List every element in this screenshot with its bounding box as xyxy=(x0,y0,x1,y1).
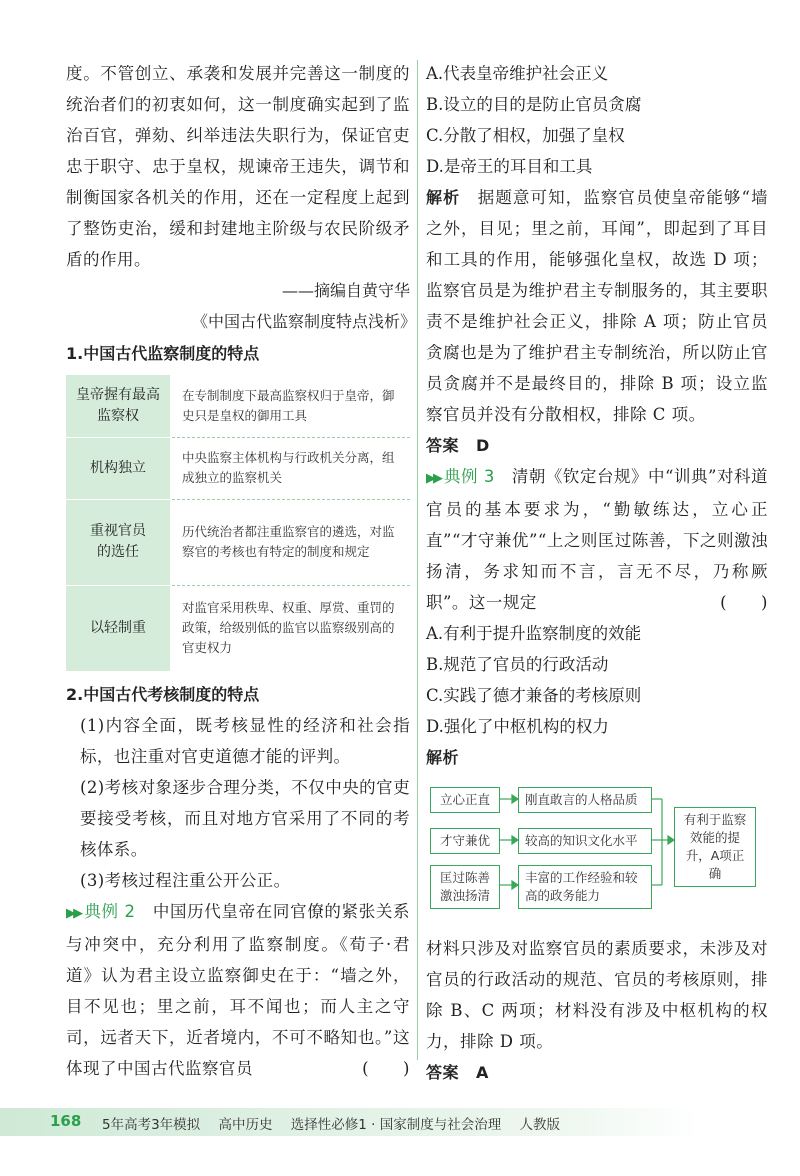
answer2 xyxy=(426,430,768,461)
feature-key: 以轻制重 xyxy=(66,585,171,671)
analysis3-text: 材料只涉及对监察官员的素质要求，未涉及对官员的行政活动的规范、官员的考核原则，排除 B、C 两项；材料没有涉及中枢机构的权力，排除 D 项。 xyxy=(426,939,768,1051)
page-number: 168 xyxy=(50,1112,82,1130)
option-c: C.分散了相权，加强了皇权 xyxy=(426,126,625,145)
feature-key: 机构独立 xyxy=(66,437,171,499)
option-b: B.设立的目的是防止官员贪腐 xyxy=(426,95,642,114)
double-chevron-icon: ▶▶ xyxy=(426,471,441,486)
flow-box-mid-3: 丰富的工作经验和较高的政务能力 xyxy=(518,865,652,909)
analysis-label: 解析 xyxy=(426,188,461,207)
point-2: (2)考核对象逐步合理分类，不仅中央的官吏要接受考核，而且对地方官采用了不同的考核体系。 xyxy=(80,777,410,859)
example3-label: 典例 3 xyxy=(444,467,495,486)
feature-value: 中央监察主体机构与行政机关分离，组成独立的监察机关 xyxy=(171,437,410,499)
answer-paren: ( ) xyxy=(362,1058,410,1078)
option-a: A.有利于提升监察制度的效能 xyxy=(426,624,642,643)
table-row xyxy=(66,499,410,585)
answer3 xyxy=(426,1057,768,1088)
intro-paragraph: 度。不管创立、承袭和发展并完善这一制度的统治者们的初衷如何，这一制度确实起到了监治百官，弹劾、纠举违法失职行为，保证官吏忠于职守、忠于皇权，规谏帝王违失，调节和制衡国家各机关的作用，还在一定程度上起到了整饬吏治，缓和封建地主阶级与农民阶级矛盾的作用。 xyxy=(66,64,410,269)
footer-text xyxy=(102,1113,574,1133)
table-row xyxy=(66,437,410,499)
answer3-value: A xyxy=(476,1063,489,1082)
source-title: 《中国古代监察制度特点浅析》 xyxy=(191,312,416,331)
subject: 高中历史 xyxy=(218,1117,273,1133)
feature-value: 在专制制度下最高监察权归于皇帝，御史只是皇权的御用工具 xyxy=(171,375,410,437)
option-a: A.代表皇帝维护社会正义 xyxy=(426,64,609,83)
volume: 选择性必修1 · 国家制度与社会治理 xyxy=(290,1117,502,1133)
feature-key: 重视官员的选任 xyxy=(66,499,171,585)
analysis2-text: 据题意可知，监察官员使皇帝能够“墙之外，目见；里之前，耳闻”，即起到了耳目和工具的作用，能够强化皇权，故选 D 项；监察官员是为维护君主专制服务的，其主要职责不是维护社会正义，排除 A 项；防止官员贪腐也是为了维护君主专制统治，所以防止官员贪腐并不是最终目的，排除 B 项；设立监察官员并没有分散相权，排除 C 项。 xyxy=(426,188,769,424)
book-title: 5年高考3年模拟 xyxy=(102,1117,201,1133)
column-divider xyxy=(417,60,418,1060)
analysis-flowchart xyxy=(426,779,768,929)
flow-box-result: 有利于监察效能的提升，A项正确 xyxy=(674,807,756,887)
double-chevron-icon: ▶▶ xyxy=(66,905,81,921)
table-row xyxy=(66,375,410,437)
answer-paren: ( ) xyxy=(720,593,768,612)
analysis3-label-line xyxy=(426,742,768,773)
point-1: (1)内容全面，既考核显性的经济和社会指标，也注重对官吏道德才能的评判。 xyxy=(80,715,410,766)
feature-key: 皇帝握有最高监察权 xyxy=(66,375,171,437)
option-d: D.强化了中枢机构的权力 xyxy=(426,717,609,736)
flow-box-mid-2: 较高的知识文化水平 xyxy=(518,828,652,854)
example3 xyxy=(426,461,768,618)
example2-label: 典例 2 xyxy=(84,901,136,921)
answer-label: 答案 xyxy=(426,436,460,455)
flow-box-left-3: 匡过陈善激浊扬清 xyxy=(430,865,500,909)
flow-box-left-2: 才守兼优 xyxy=(430,828,500,854)
option-d: D.是帝王的耳目和工具 xyxy=(426,157,593,176)
answer-label: 答案 xyxy=(426,1063,460,1082)
point-3: (3)考核过程注重公开公正。 xyxy=(80,870,291,890)
analysis2 xyxy=(426,182,768,430)
example2 xyxy=(66,896,410,1084)
flow-box-mid-1: 刚直敢言的人格品质 xyxy=(518,787,652,813)
section2-title: 2.中国古代考核制度的特点 xyxy=(66,684,260,704)
example3-text: 清朝《钦定台规》中“训典”对科道官员的基本要求为，“勤敏练达，立心正直”“才守兼优”“上之则匡过陈善，下之则激浊扬清，务求知而不言，言无不尽，乃称厥职”。这一规定 xyxy=(426,467,769,612)
flow-box-left-1: 立心正直 xyxy=(430,787,500,813)
section1-title: 1.中国古代监察制度的特点 xyxy=(66,344,260,363)
analysis-label: 解析 xyxy=(426,748,460,767)
example2-text: 中国历代皇帝在同官僚的紧张关系与冲突中，充分利用了监察制度。《荀子·君道》认为君主设立监察御史在于：“墙之外，目不见也；里之前，耳不闻也；而人主之守司，远者天下，近者境内，不可不略知也。”这体现了中国古代监察官员 xyxy=(66,901,411,1078)
features-table xyxy=(66,375,410,672)
page-footer xyxy=(0,1108,800,1136)
left-column xyxy=(66,58,416,1084)
option-c: C.实践了德才兼备的考核原则 xyxy=(426,686,642,705)
source-author: ——摘编自黄守华 xyxy=(281,281,410,300)
edition: 人教版 xyxy=(519,1117,561,1133)
right-column xyxy=(426,58,768,1088)
feature-value: 历代统治者都注重监察官的遴选，对监察官的考核也有特定的制度和规定 xyxy=(171,499,410,585)
feature-value: 对监官采用秩卑、权重、厚赏、重罚的政策，给级别低的监官以监察级别高的官吏权力 xyxy=(171,585,410,671)
table-row xyxy=(66,585,410,671)
option-b: B.规范了官员的行政活动 xyxy=(426,655,609,674)
answer2-value: D xyxy=(476,436,490,455)
